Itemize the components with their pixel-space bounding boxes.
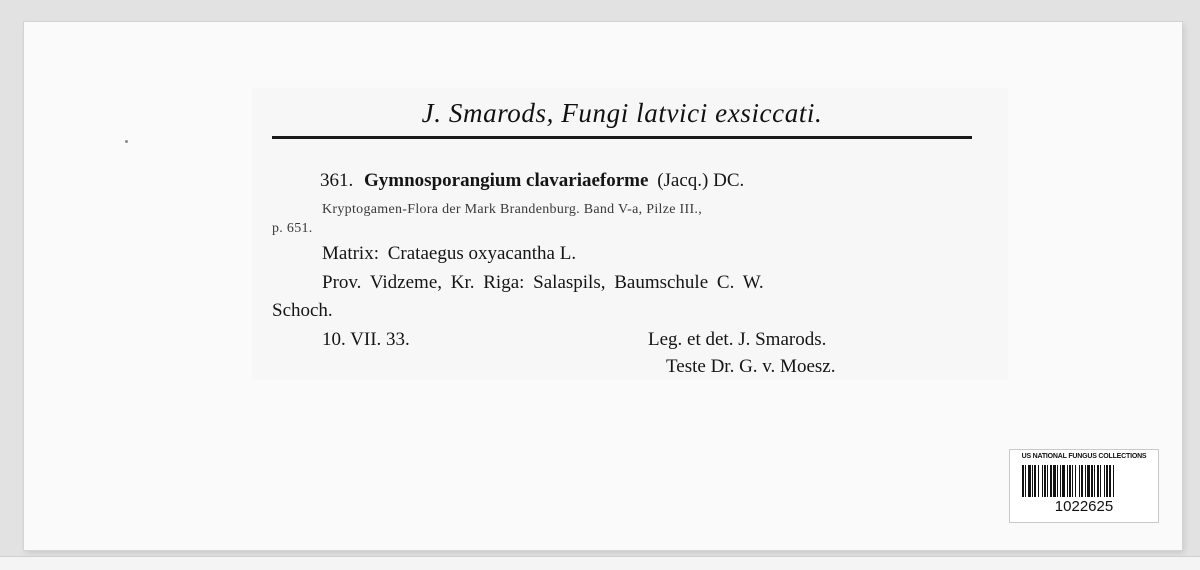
matrix-line xyxy=(322,243,576,265)
reference-line-2: p. 651. xyxy=(272,221,313,236)
barcode-bar xyxy=(1104,465,1105,497)
barcode-bar xyxy=(1032,465,1033,497)
barcode-bar xyxy=(1087,465,1090,497)
matrix-label: Matrix: xyxy=(322,243,379,264)
barcode-institution: US NATIONAL FUNGUS COLLECTIONS xyxy=(1021,453,1147,460)
barcode-bar xyxy=(1053,465,1056,497)
locality-line-2: Schoch. xyxy=(272,300,333,321)
barcode-bar xyxy=(1106,465,1108,497)
speck-mark xyxy=(125,140,128,143)
barcode-bar xyxy=(1072,465,1073,497)
barcode-bar xyxy=(1094,465,1095,497)
barcode-bars xyxy=(1022,465,1146,497)
taxon-line xyxy=(320,170,744,192)
barcode-number: 1022625 xyxy=(1054,498,1114,515)
barcode-bar xyxy=(1025,465,1026,497)
bottom-edge-strip xyxy=(0,556,1200,570)
taxon-name: Gymnosporangium clavariaeforme xyxy=(364,170,649,191)
barcode-bar xyxy=(1042,465,1043,497)
barcode-bar xyxy=(1091,465,1093,497)
barcode-bar xyxy=(1109,465,1111,497)
collection-date: 10. VII. 33. xyxy=(322,329,410,350)
teste-line: Teste Dr. G. v. Moesz. xyxy=(666,356,836,377)
header-rule xyxy=(272,136,972,139)
barcode-bar xyxy=(1034,465,1036,497)
exsiccata-number: 361. xyxy=(320,170,354,191)
barcode-bar xyxy=(1097,465,1099,497)
barcode-bar xyxy=(1100,465,1101,497)
collector-line: Leg. et det. J. Smarods. xyxy=(648,329,827,350)
reference-line-1: Kryptogamen-Flora der Mark Brandenburg. Band V-a, Pilze III., xyxy=(322,202,703,217)
barcode-bar xyxy=(1038,465,1039,497)
barcode-bar xyxy=(1113,465,1114,497)
label-header: J. Smarods, Fungi latvici exsiccati. xyxy=(421,98,823,128)
barcode-bar xyxy=(1044,465,1046,497)
barcode-bar xyxy=(1075,465,1076,497)
barcode-bar xyxy=(1057,465,1058,497)
matrix-host: Crataegus oxyacantha L. xyxy=(387,243,577,264)
barcode-bar xyxy=(1079,465,1080,497)
barcode-bar xyxy=(1081,465,1083,497)
locality-line-1: Prov. Vidzeme, Kr. Riga: Salaspils, Baumschule C. W. xyxy=(322,272,764,293)
barcode-bar xyxy=(1060,465,1061,497)
barcode-bar xyxy=(1047,465,1048,497)
barcode-bar xyxy=(1028,465,1031,497)
taxon-authority: (Jacq.) DC. xyxy=(657,170,745,191)
barcode-bar xyxy=(1022,465,1024,497)
barcode-label xyxy=(1009,449,1159,523)
barcode-bar xyxy=(1062,465,1065,497)
barcode-bar xyxy=(1069,465,1071,497)
barcode-bar xyxy=(1050,465,1052,497)
barcode-bar xyxy=(1085,465,1086,497)
barcode-bar xyxy=(1067,465,1068,497)
